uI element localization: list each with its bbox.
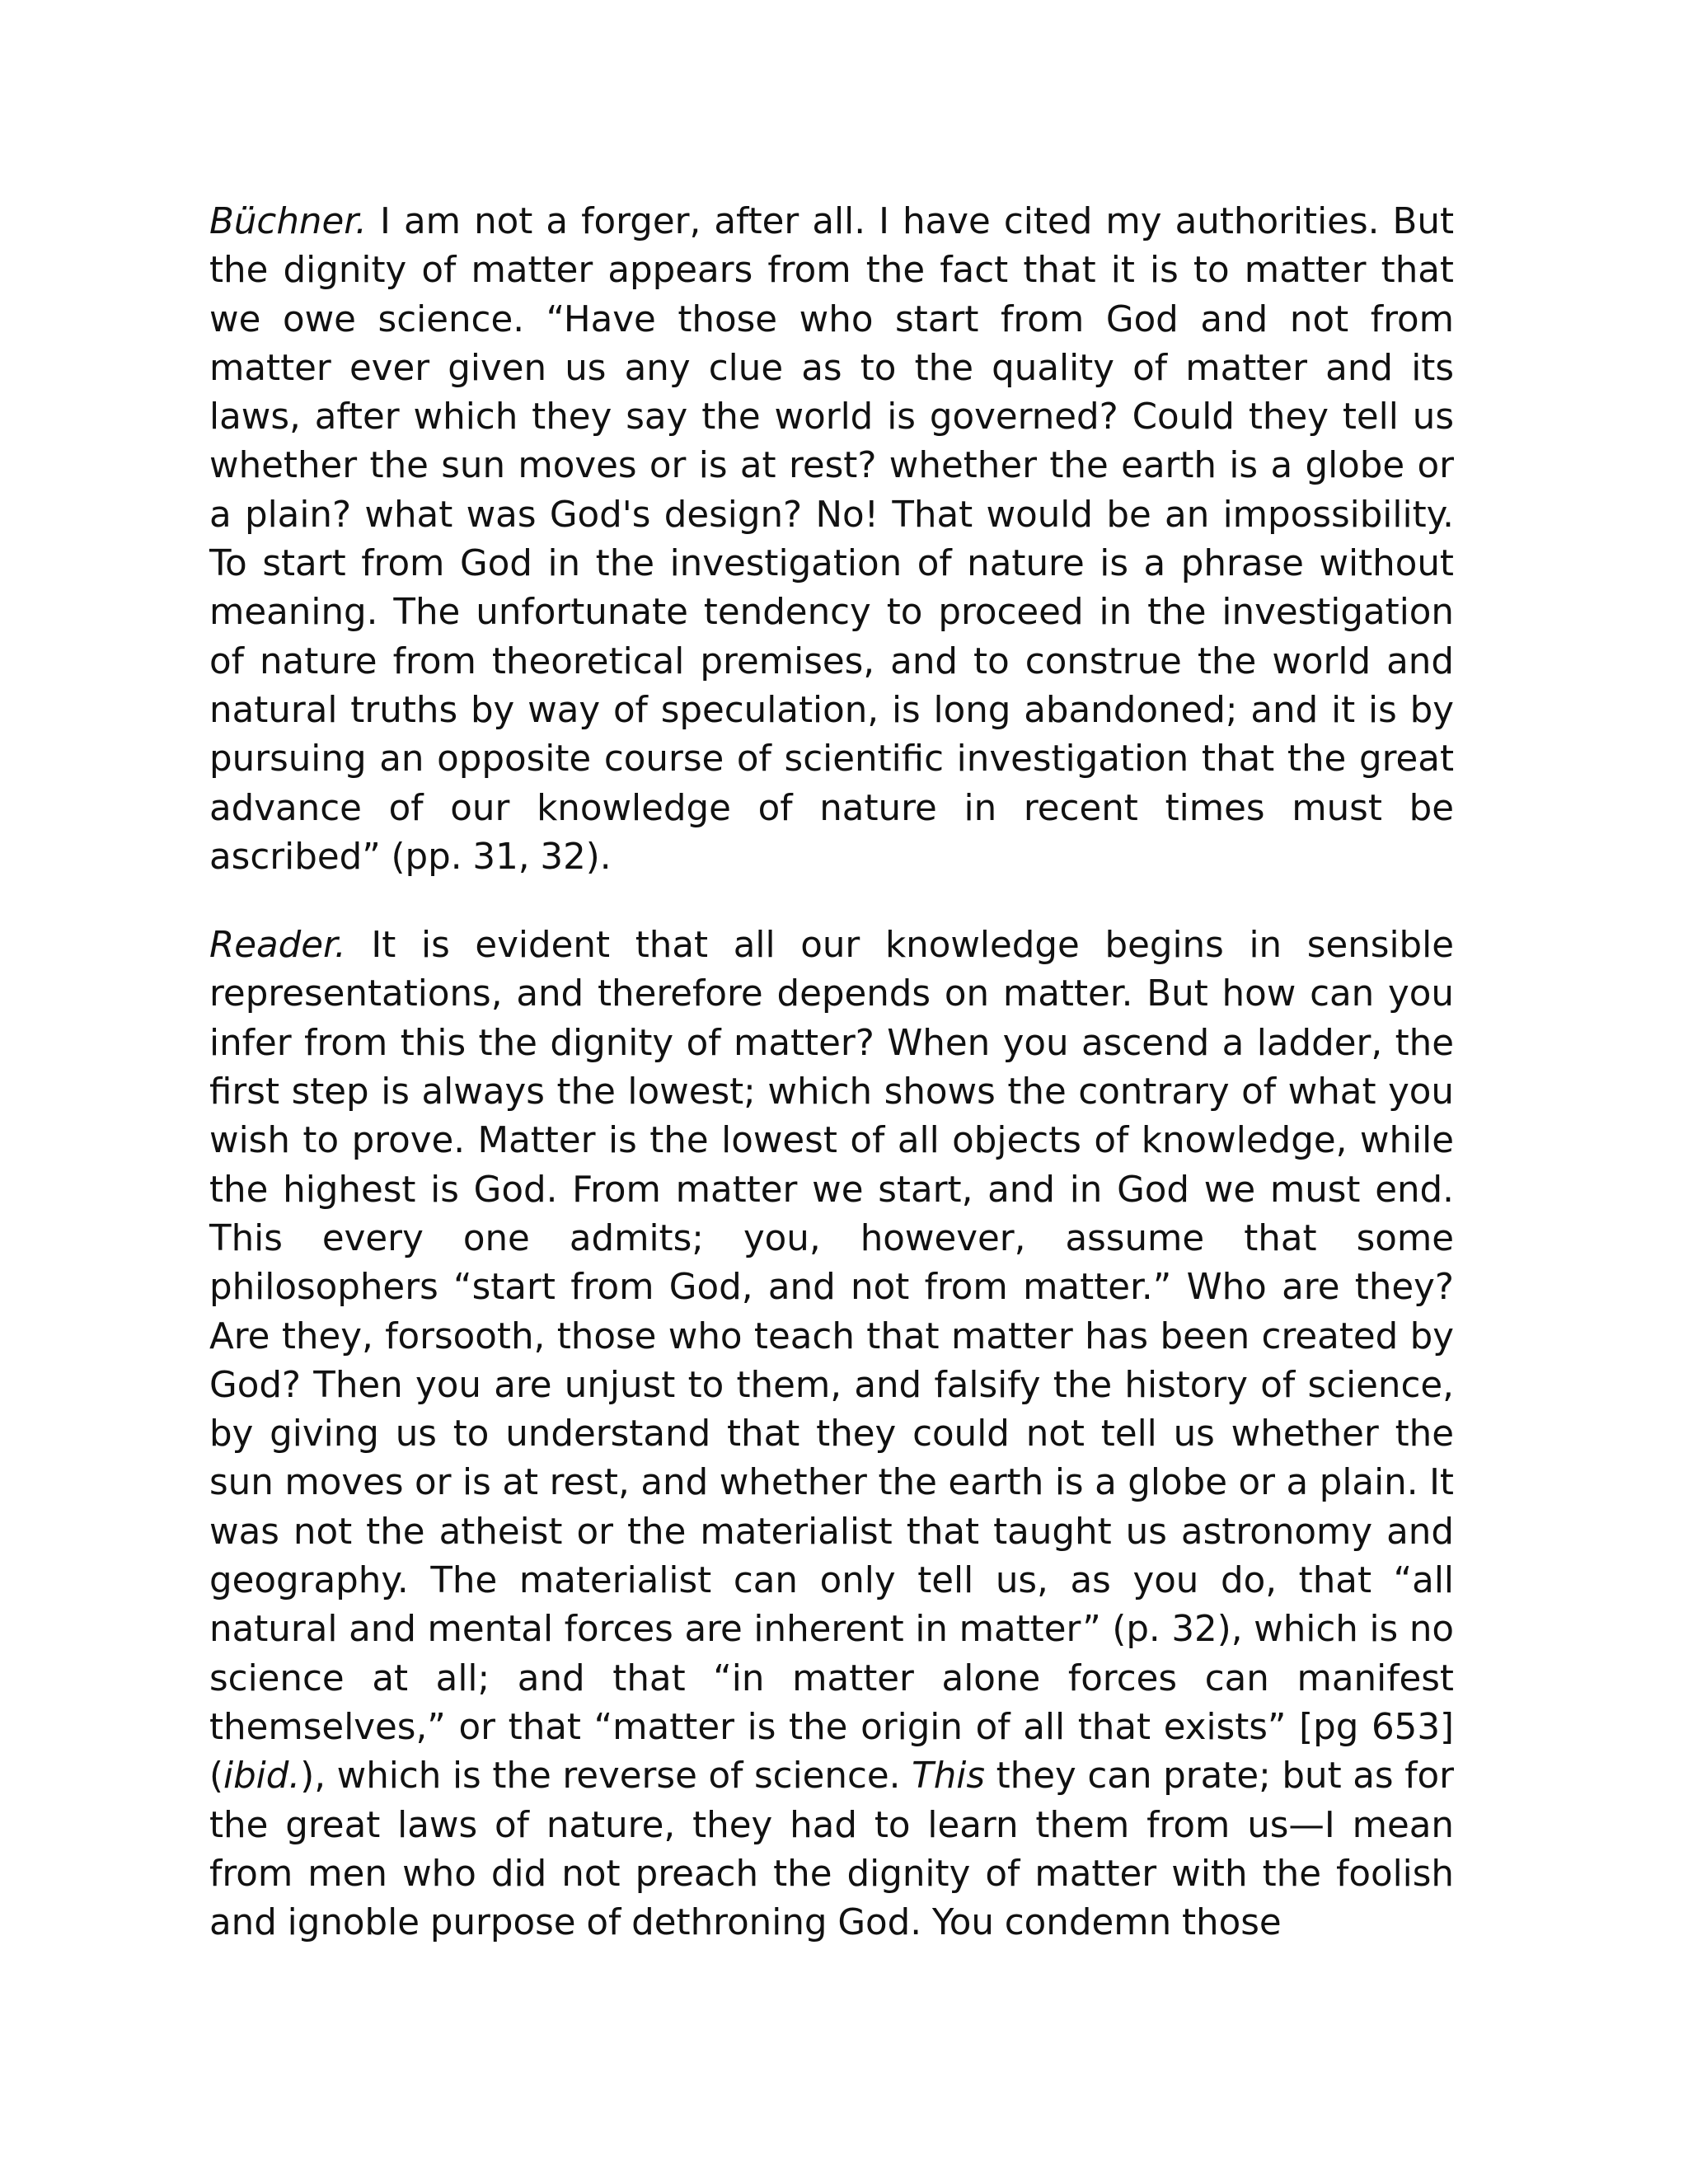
- paragraph-text: they can prate; but as for the great laws of nature, they had to learn them from us—I mean from men who did not preach the dignity of matter with the foolish and ignoble purpose of dethroning God. You condemn those: [209, 1755, 1454, 1944]
- paragraph-reader: [209, 921, 1454, 1947]
- paragraph-text: I am not a forger, after all. I have cited my authorities. But the dignity of matter appears from the fact that it is to matter that we owe science. “Have those who start from God and not from matter ever given us any clue as to the quality of matter and its laws, after which they say the world is governed? Could they tell us whether the sun moves or is at rest? whether the earth is a globe or a plain? what was God's design? No! That would be an impossibility. To start from God in the investigation of nature is a phrase without meaning. The unfortunate tendency to proceed in the investigation of nature from theoretical premises, and to construe the world and natural truths by way of speculation, is long abandoned; and it is by pursuing an opposite course of scientific investigation that the great advance of our knowledge of nature in recent times must be ascribed” (pp. 31, 32).: [209, 201, 1454, 878]
- paragraph-text: It is evident that all our knowledge begins in sensible representations, and therefore depends on matter. But how can you infer from this the dignity of matter? When you ascend a ladder, the first step is always the lowest; which shows the contrary of what you wish to prove. Matter is the lowest of all objects of knowledge, while the highest is God. From matter we start, and in God we must end. This every one admits; you, however, assume that some philosophers “start from God, and not from matter.” Who are they? Are they, forsooth, those who teach that matter has been created by God? Then you are unjust to them, and falsify the history of science, by giving us to understand that they could not tell us whether the sun moves or is at rest, and whether the earth is a globe or a plain. It was not the atheist or the materialist that taught us astronomy and geography. The materialist can only tell us, as you do, that “all natural and mental forces are inherent in matter” (p. 32), which is no science at all; and that “in matter alone forces can manifest themselves,” or that “matter is the origin of all that exists” [pg 653] (: [209, 925, 1454, 1797]
- speaker-name: Reader.: [209, 925, 346, 967]
- document-body: [209, 198, 1454, 1947]
- italic-emphasis: This: [912, 1755, 986, 1797]
- italic-citation: ibid.: [223, 1755, 301, 1797]
- paragraph-buechner: [209, 198, 1454, 882]
- paragraph-text: ), which is the reverse of science.: [300, 1755, 912, 1797]
- speaker-name: Büchner.: [209, 201, 367, 242]
